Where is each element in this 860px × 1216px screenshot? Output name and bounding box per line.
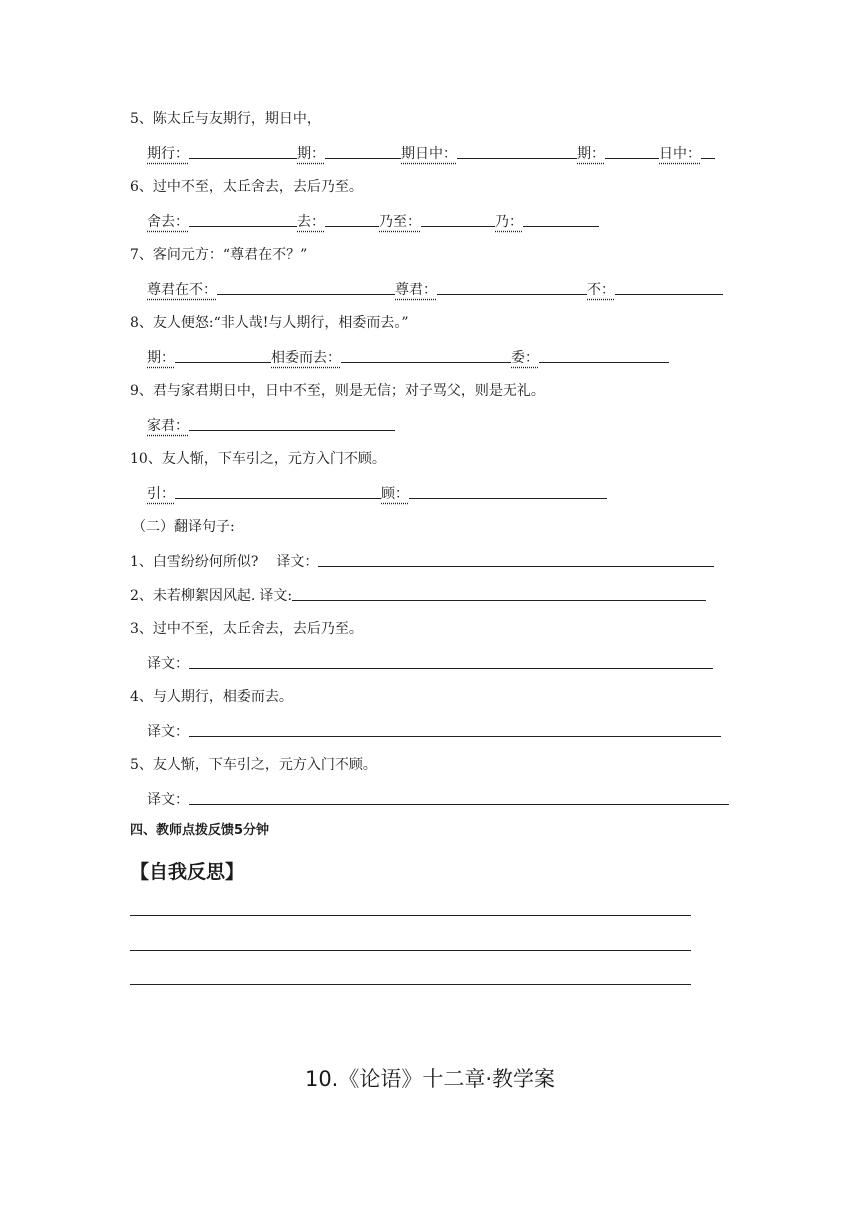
translate-item-2	[130, 583, 706, 607]
question-7-stem: 7、客问元方：“尊君在不？”	[130, 247, 308, 263]
term-label: 期：	[147, 350, 175, 366]
term-label: 尊君在不：	[147, 282, 217, 298]
reflection-line[interactable]	[130, 984, 691, 985]
reflection-line[interactable]	[130, 950, 691, 951]
question-5-answers	[147, 141, 715, 165]
answer-blank[interactable]	[437, 277, 587, 295]
translate-label: 译文：	[276, 554, 319, 570]
answer-blank[interactable]	[325, 209, 379, 227]
question-10-stem: 10、友人惭，下车引之，元方入门不顾。	[130, 451, 386, 467]
term-label: 去：	[297, 214, 325, 230]
translate-answer-5	[147, 787, 729, 811]
answer-blank[interactable]	[409, 481, 607, 499]
question-8-stem: 8、友人便怒:“非人哉!与人期行，相委而去。”	[130, 315, 409, 331]
translate-label: 译文：	[147, 656, 189, 672]
translate-sentence: 2、未若柳絮因风起.	[130, 588, 256, 604]
question-7-answers	[147, 277, 723, 301]
translate-item-1	[130, 549, 714, 573]
answer-blank[interactable]	[341, 345, 511, 363]
term-label: 不：	[587, 282, 615, 298]
translate-heading: （二）翻译句子:	[132, 519, 235, 535]
section-4-heading: 四、教师点拨反馈5分钟	[130, 823, 270, 838]
term-label: 期日中：	[401, 146, 457, 162]
answer-blank[interactable]	[217, 277, 395, 295]
term-label: 舍去：	[147, 214, 189, 230]
answer-blank[interactable]	[615, 277, 723, 295]
translate-label: 译文：	[147, 792, 189, 808]
translate-item-3: 3、过中不至，太丘舍去，去后乃至。	[130, 621, 363, 637]
term-label: 乃至：	[379, 214, 421, 230]
translate-label: 译文:	[259, 588, 293, 604]
answer-blank[interactable]	[605, 141, 659, 159]
term-label: 顾：	[381, 486, 409, 502]
translate-sentence: 1、白雪纷纷何所似?	[130, 554, 259, 570]
answer-blank[interactable]	[325, 141, 401, 159]
next-lesson-title: 10.《论语》十二章·教学案	[304, 1067, 556, 1091]
translate-answer-4	[147, 719, 721, 743]
translate-answer-3	[147, 651, 713, 675]
answer-blank[interactable]	[539, 345, 669, 363]
question-9-stem: 9、君与家君期日中，日中不至，则是无信；对子骂父，则是无礼。	[130, 383, 545, 399]
term-label: 期：	[577, 146, 605, 162]
translation-blank[interactable]	[189, 787, 729, 805]
term-label: 日中：	[659, 146, 701, 162]
question-10-answers	[147, 481, 607, 505]
answer-blank[interactable]	[189, 209, 297, 227]
reflection-heading: 【自我反思】	[130, 861, 245, 883]
term-label: 期：	[297, 146, 325, 162]
translate-label: 译文：	[147, 724, 189, 740]
reflection-line[interactable]	[130, 915, 691, 916]
translation-blank[interactable]	[189, 651, 713, 669]
translation-blank[interactable]	[318, 549, 714, 567]
question-6-answers	[147, 209, 599, 233]
translate-item-4: 4、与人期行，相委而去。	[130, 689, 293, 705]
term-label: 委：	[511, 350, 539, 366]
term-label: 期行：	[147, 146, 189, 162]
term-label: 家君：	[147, 418, 189, 434]
question-8-answers	[147, 345, 669, 369]
term-label: 相委而去：	[271, 350, 341, 366]
question-5-stem: 5、陈太丘与友期行，期日中，	[130, 111, 321, 127]
answer-blank[interactable]	[457, 141, 577, 159]
term-label: 乃：	[495, 214, 523, 230]
answer-blank[interactable]	[189, 141, 297, 159]
translation-blank[interactable]	[189, 719, 721, 737]
answer-blank[interactable]	[189, 413, 395, 431]
answer-blank[interactable]	[175, 345, 271, 363]
answer-blank[interactable]	[421, 209, 495, 227]
answer-blank[interactable]	[175, 481, 381, 499]
answer-blank[interactable]	[701, 141, 715, 159]
question-6-stem: 6、过中不至，太丘舍去，去后乃至。	[130, 179, 363, 195]
translate-item-5: 5、友人惭，下车引之，元方入门不顾。	[130, 757, 377, 773]
translation-blank[interactable]	[292, 583, 706, 601]
question-9-answers	[147, 413, 395, 437]
term-label: 尊君：	[395, 282, 437, 298]
term-label: 引：	[147, 486, 175, 502]
answer-blank[interactable]	[523, 209, 599, 227]
